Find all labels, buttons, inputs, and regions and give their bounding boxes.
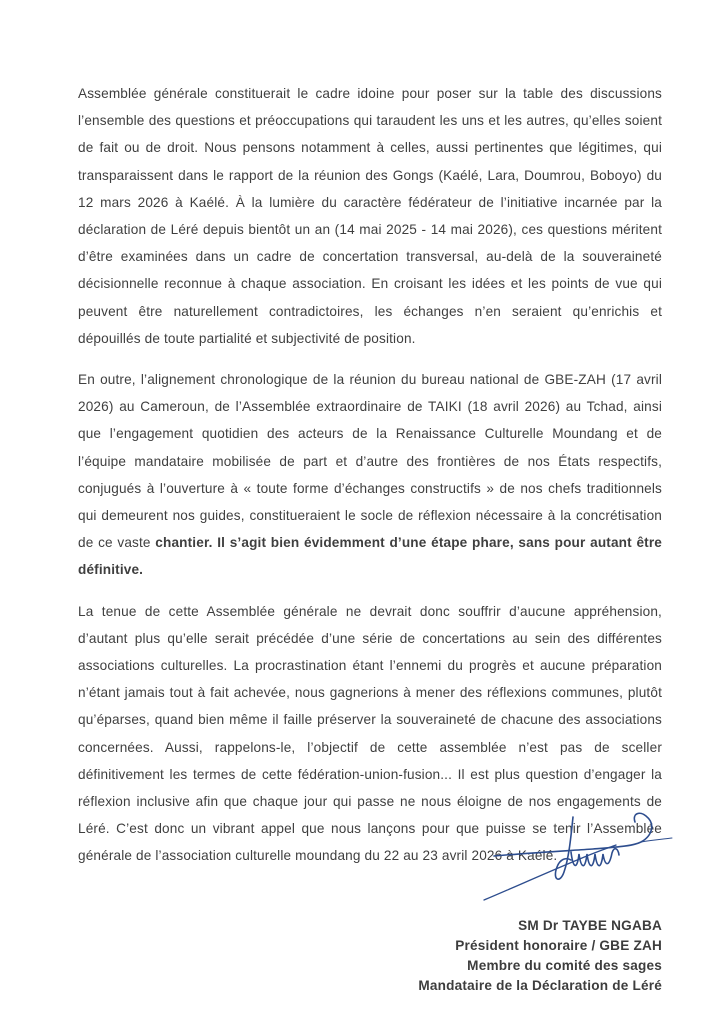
handwritten-signature <box>478 808 676 906</box>
paragraph-1 <box>78 80 662 352</box>
paragraph-2 <box>78 366 662 584</box>
letter-body <box>78 80 662 884</box>
signatory-title-3: Mandataire de la Déclaration de Léré <box>418 978 662 993</box>
signatory-title-1: Président honoraire / GBE ZAH <box>455 938 662 953</box>
signature-icon <box>478 808 676 906</box>
signatory-block <box>242 916 662 996</box>
paragraph-3-text: La tenue de cette Assemblée générale ne devrait donc souffrir d’aucune appréhension, d’autant plus qu’elle serait précédée d’une série de concertations au sein des différentes associations culturelles. La procrastination étant l’ennemi du progrès et aucune préparation n’étant jamais tout à fait achevée, nous gagnerions à mener des réflexions communes, plutôt qu’éparses, quand bien même il faille préserver la souveraineté de chacune des associations concernées. Aussi, rappelons-le, l’objectif de cette assemblée n’est pas de sceller définitivement les termes de cette fédération-union-fusion... Il est plus question d’engager la réflexion inclusive afin que chaque jour qui passe ne nous éloigne de nos engagements de Léré. C’est donc un vibrant appel que nous lançons pour que puisse se tenir l’Assemblée générale de l’association culturelle moundang du 22 au 23 avril 2026 à Kaélé. <box>78 603 662 864</box>
paragraph-2-bold-text: chantier. Il s’agit bien évidemment d’une étape phare, sans pour autant être définitive. <box>78 535 662 578</box>
paragraph-1-text: Assemblée générale constituerait le cadre idoine pour poser sur la table des discussions l’ensemble des questions et préoccupations qui taraudent les uns et les autres, qu’elles soient de fait ou de droit. Nous pensons notamment à celles, aussi pertinentes que légitimes, qui transparaissent dans le rapport de la réunion des Gongs (Kaélé, Lara, Doumrou, Boboyo) du 12 mars 2026 à Kaélé. À la lumière du caractère fédérateur de l’initiative incarnée par la déclaration de Léré depuis bientôt un an (14 mai 2025 - 14 mai 2026), ces questions méritent d’être examinées dans un cadre de concertation transversal, au-delà de la souveraineté décisionnelle reconnue à chaque association. En croisant les idées et les points de vue qui peuvent être naturellement contradictoires, les échanges n’en seraient qu’enrichis et dépouillés de toute partialité et subjectivité de position. <box>78 86 662 346</box>
paragraph-2-text: En outre, l’alignement chronologique de la réunion du bureau national de GBE-ZAH (17 avril 2026) au Cameroun, de l’Assemblée extraordinaire de TAIKI (18 avril 2026) au Tchad, ainsi que l’engagement quotidien des acteurs de la Renaissance Culturelle Moundang et de l’équipe mandataire mobilisée de part et d’autre des frontières de nos États respectifs, conjugués à l’ouverture à « toute forme d’échanges constructifs » de nos chefs traditionnels qui demeurent nos guides, constitueraient le socle de réflexion nécessaire à la concrétisation de ce vaste <box>78 372 662 551</box>
signatory-name: SM Dr TAYBE NGABA <box>518 918 662 933</box>
signatory-title-2: Membre du comité des sages <box>467 958 662 973</box>
